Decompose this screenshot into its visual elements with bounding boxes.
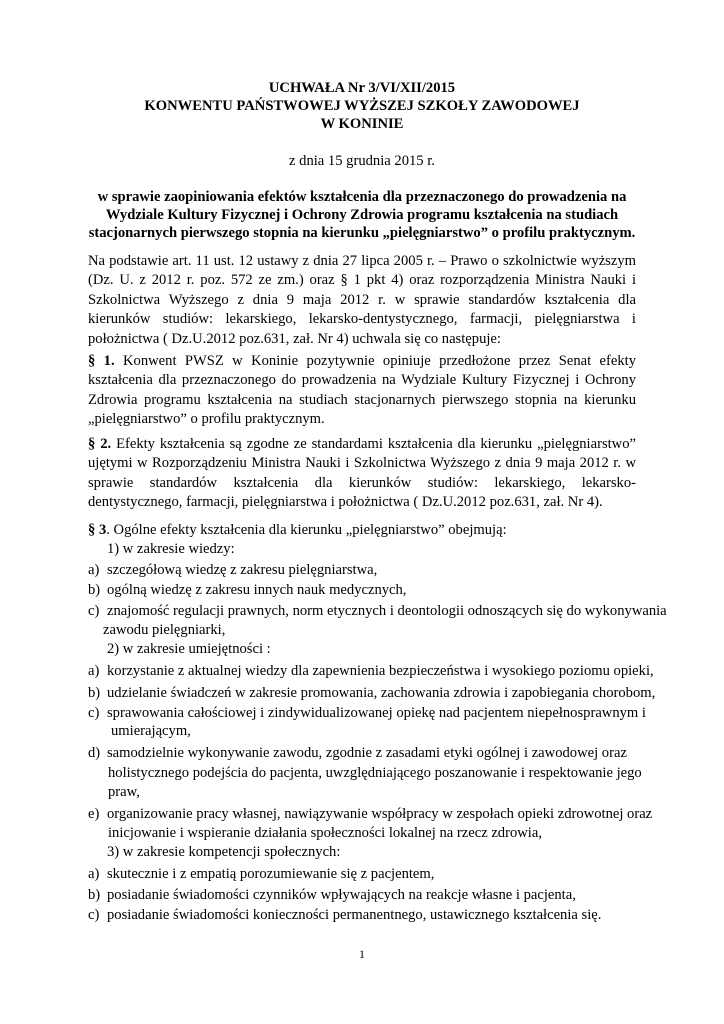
list-item-label: b) (88, 685, 101, 701)
list-item: skutecznie i z empatią porozumiewanie się z pacjentem, (107, 866, 435, 882)
list-item-label: e) (88, 806, 100, 822)
section-3-mark: § 3 (88, 522, 107, 538)
section-3-intro (88, 521, 507, 541)
list-item: ogólną wiedzę z zakresu innych nauk medycznych, (107, 582, 407, 598)
list-item-continuation: umierającym, (111, 723, 191, 739)
group-1-heading: 1) w zakresie wiedzy: (107, 541, 235, 557)
list-item-label: a) (88, 663, 100, 679)
preamble: Na podstawie art. 11 ust. 12 ustawy z dnia 27 lipca 2005 r. – Prawo o szkolnictwie wyższym (Dz. U. z 2012 r. poz. 572 ze zm.) oraz § 1 pkt 4) oraz rozporządzenia Ministra Nauki i Szkolnictwa Wyższego z dnia 9 maja 2012 r. w sprawie standardów kształcenia dla kierunków studiów: lekarskiego, lekarsko-dentystycznego, farmacji, pielęgniarstwa i położnictwa ( Dz.U.2012 poz.631, zał. Nr 4) uchwala się co następuje: (88, 253, 636, 347)
list-item: posiadanie świadomości czynników wpływających na reakcje własne i pacjenta, (107, 887, 576, 903)
list-item: znajomość regulacji prawnych, norm etycznych i deontologii odnoszących się do wykonywania (107, 603, 667, 619)
list-item-continuation: zawodu pielęgniarki, (103, 622, 226, 638)
list-item-label: d) (88, 745, 101, 761)
section-2-text: Efekty kształcenia są zgodne ze standardami kształcenia dla kierunku „pielęgniarstwo” ujętymi w Rozporządzeniu Ministra Nauki i Szkolnictwa Wyższego z dnia 9 maja 2012 r. w sprawie standardów kształcenia dla kierunków studiów: lekarskiego, lekarsko-dentystycznego, farmacji, pielęgniarstwa i położnictwa ( Dz.U.2012 poz.631, zał. Nr 4). (88, 436, 636, 511)
issuer-location: W KONINIE (320, 116, 404, 132)
list-item-label: c) (88, 603, 100, 619)
list-item: udzielanie świadczeń w zakresie promowania, zachowania zdrowia i zapobiegania chorobom, (107, 685, 656, 701)
subject-line-3: stacjonarnych pierwszego stopnia na kierunku „pielęgniarstwo” o profilu praktycznym. (88, 225, 636, 241)
list-item-continuation: praw, (108, 784, 140, 800)
group-2-heading: 2) w zakresie umiejętności : (107, 641, 271, 657)
group-3-heading: 3) w zakresie kompetencji społecznych: (107, 844, 341, 860)
list-item: korzystanie z aktualnej wiedzy dla zapewnienia bezpieczeństwa i wysokiego poziomu opieki, (107, 663, 654, 679)
list-item-label: b) (88, 887, 101, 903)
list-item: organizowanie pracy własnej, nawiązywanie współpracy w zespołach opieki zdrowotnej oraz (107, 806, 653, 822)
list-item-label: c) (88, 907, 100, 923)
section-1 (88, 352, 636, 430)
section-1-mark: § 1. (88, 353, 115, 369)
section-3-text: . Ogólne efekty kształcenia dla kierunku „pielęgniarstwo” obejmują: (106, 522, 507, 538)
section-2 (88, 435, 636, 513)
issuer-name: KONWENTU PAŃSTWOWEJ WYŻSZEJ SZKOŁY ZAWODOWEJ (144, 98, 580, 114)
list-item: samodzielnie wykonywanie zawodu, zgodnie z zasadami etyki ogólnej i zawodowej oraz (107, 745, 627, 761)
subject-line-1: w sprawie zaopiniowania efektów kształcenia dla przeznaczonego do prowadzenia na (97, 189, 627, 205)
list-item-continuation: holistycznego podejścia do pacjenta, uwzględniającego poszanowanie i respektowanie jego (108, 765, 642, 781)
list-item: posiadanie świadomości konieczności permanentnego, ustawicznego kształcenia się. (107, 907, 602, 923)
list-item: sprawowania całościowej i zindywidualizowanej opiekę nad pacjentem niepełnosprawnym i (107, 705, 646, 721)
list-item: szczegółową wiedzę z zakresu pielęgniarstwa, (107, 562, 378, 578)
resolution-number: UCHWAŁA Nr 3/VI/XII/2015 (268, 80, 456, 96)
list-item-label: a) (88, 562, 100, 578)
list-item-continuation: inicjowanie i wspieranie działania społeczności lokalnej na rzecz zdrowia, (108, 825, 542, 841)
resolution-date: z dnia 15 grudnia 2015 r. (289, 153, 435, 169)
list-item-label: c) (88, 705, 100, 721)
subject-line-2: Wydziale Kultury Fizycznej i Ochrony Zdrowia programu kształcenia na studiach (105, 207, 619, 223)
list-item-label: b) (88, 582, 101, 598)
page-number: 1 (359, 947, 365, 961)
section-2-mark: § 2. (88, 436, 112, 452)
section-1-text: Konwent PWSZ w Koninie pozytywnie opiniuje przedłożone przez Senat efekty kształcenia dla przeznaczonego do prowadzenia na Wydziale Kultury Fizycznej i Ochrony Zdrowia programu kształcenia na studiach stacjonarnych pierwszego stopnia na kierunku „pielęgniarstwo” o profilu praktycznym. (88, 353, 637, 428)
list-item-label: a) (88, 866, 100, 882)
